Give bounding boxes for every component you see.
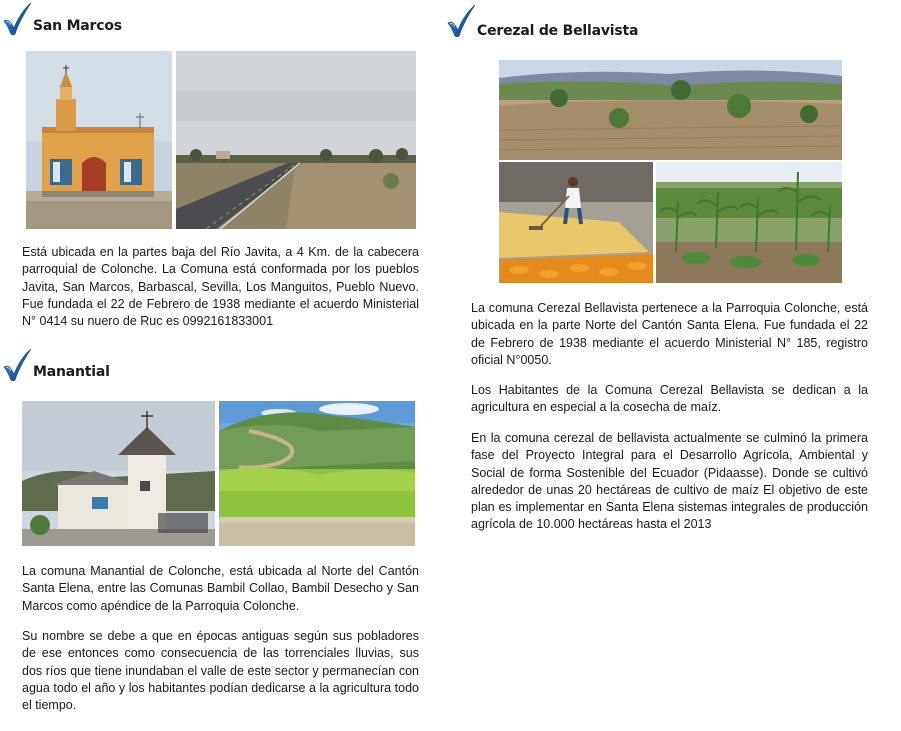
photo-manantial-valley [219,401,415,546]
manantial-paragraph-2: Su nombre se debe a que en épocas antiguas según sus pobladores de ese entonces como consecuencia de las torrenciales lluvias, sus dos ríos que tiene inundaban el valle de este sector y permanecían con agua todo el año y los habitantes podían dedicarse a la agricultura todo el tiempo. [22,629,419,713]
section-title: Cerezal de Bellavista [477,23,639,39]
photo-cerezal-drying-corn [499,162,653,283]
section-title: Manantial [33,364,110,380]
photo-manantial-church [22,401,215,546]
heading-manantial [2,348,110,382]
cerezal-paragraph-1: La comuna Cerezal Bellavista pertenece a la Parroquia Colonche, está ubicada en la parte Norte del Cantón Santa Elena. Fue fundada el 22 de Febrero de 1938 mediante el acuerdo Ministerial N° 185, registro oficial N°0050. [471,301,868,367]
heading-cerezal [446,4,638,38]
photo-san-marcos-church [26,51,172,229]
photo-san-marcos-road [176,51,416,229]
checkmark-icon [2,348,32,382]
san-marcos-paragraph: Está ubicada en la partes baja del Río Javita, a 4 Km. de la cabecera parroquial de Colonche. La Comuna está conformada por los pueblos Javita, San Marcos, Barbascal, Sevilla, Los Manguitos, Pueblo Nuevo. Fue fundada el 22 de Febrero de 1938 mediante el acuerdo Ministerial N° 0414 su nuero de Ruc es 0992161833001 [22,245,419,329]
photo-cerezal-cornfield-panorama [499,60,842,160]
checkmark-icon [2,2,32,36]
photo-cerezal-corn-plants [656,162,842,283]
section-title: San Marcos [33,18,122,34]
checkmark-icon [446,4,476,38]
heading-san-marcos [2,2,122,36]
cerezal-paragraph-3: En la comuna cerezal de bellavista actualmente se culminó la primera fase del Proyecto Integral para el Desarrollo Agrícola, Ambiental y Social de forma Sostenible del Ecuador (Pidaasse). Donde se cultivó alrededor de unas 20 hectáreas de cultivo de maíz El objetivo de este plan es implementar en Santa Elena sistemas integrales de producción agrícola de 10.000 hectáreas hasta el 2013 [471,431,868,532]
cerezal-paragraph-2: Los Habitantes de la Comuna Cerezal Bellavista se dedican a la agricultura en especial a la cosecha de maíz. [471,383,868,415]
manantial-paragraph-1: La comuna Manantial de Colonche, está ubicada al Norte del Cantón Santa Elena, entre las Comunas Bambil Collao, Bambil Desecho y San Marcos como apéndice de la Parroquia Colonche. [22,564,419,613]
